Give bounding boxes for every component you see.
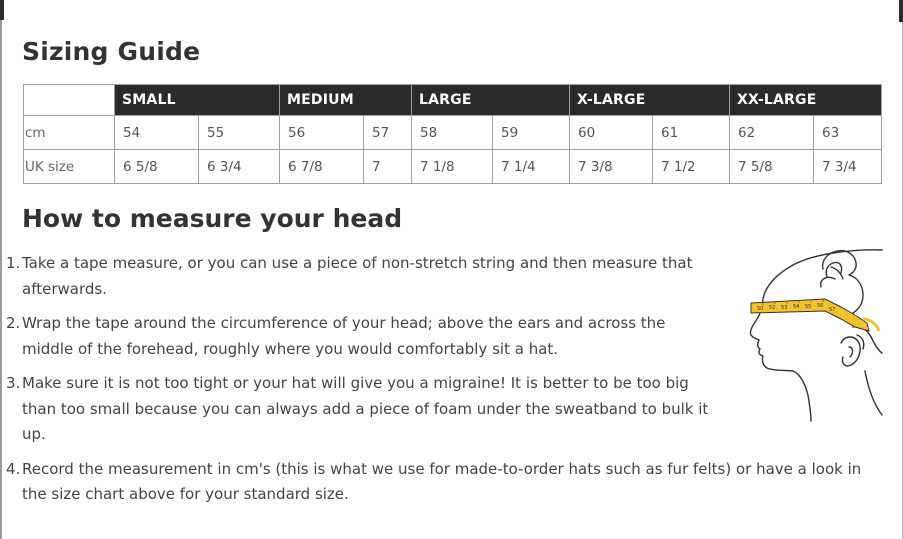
size-header-large: LARGE	[412, 85, 570, 116]
step-text: Make sure it is not too tight or your hat will give you a migraine! It is better to be too big than too small because you can always add a piece of foam under the sweatband to bulk it up.	[22, 374, 709, 443]
cm-cell: 59	[493, 116, 570, 150]
size-header-x-large: X-LARGE	[570, 85, 730, 116]
uk-size-cell: 7 1/4	[493, 150, 570, 184]
corner-mark-right	[899, 0, 903, 22]
cm-cell: 55	[199, 116, 280, 150]
instruction-step	[0, 371, 712, 448]
tape-number: 53	[781, 305, 788, 311]
table-row-cm	[24, 116, 882, 150]
cm-cell: 58	[412, 116, 493, 150]
uk-size-cell: 7 1/8	[412, 150, 493, 184]
instruction-step	[0, 251, 702, 302]
step-text: Wrap the tape around the circumference of your head; above the ears and across the middle of the forehead, roughly where you would comfortably sit a hat.	[22, 314, 666, 358]
instruction-step	[0, 457, 882, 508]
corner-mark-left	[0, 0, 4, 20]
cm-cell: 56	[280, 116, 364, 150]
head-outline	[750, 250, 882, 421]
cm-cell: 57	[364, 116, 412, 150]
tape-number: 54	[793, 304, 800, 310]
size-header-small: SMALL	[115, 85, 280, 116]
uk-size-cell: 7 3/8	[570, 150, 653, 184]
step-number: 4.	[6, 459, 21, 478]
cm-cell: 63	[814, 116, 882, 150]
uk-size-cell: 6 7/8	[280, 150, 364, 184]
uk-size-cell: 7	[364, 150, 412, 184]
step-number: 2.	[6, 314, 21, 332]
cm-cell: 61	[653, 116, 730, 150]
step-number: 3.	[6, 374, 21, 392]
size-header-xx-large: XX-LARGE	[730, 85, 882, 116]
section-title-how-to-measure: How to measure your head	[22, 204, 403, 233]
uk-size-cell: 6 3/4	[199, 150, 280, 184]
table-row-uk-size	[24, 150, 882, 184]
tape-number: 56	[817, 303, 824, 309]
instruction-step	[0, 311, 712, 362]
page-title: Sizing Guide	[22, 37, 201, 66]
step-number: 1.	[6, 254, 21, 272]
tape-number: 50	[757, 306, 764, 312]
row-label-uk-size: UK size	[24, 150, 115, 184]
ear-outline	[841, 337, 860, 366]
size-header-row	[24, 85, 882, 116]
uk-size-cell: 7 1/2	[653, 150, 730, 184]
cm-cell: 62	[730, 116, 814, 150]
tape-number: 52	[769, 305, 776, 311]
uk-size-cell: 7 5/8	[730, 150, 814, 184]
row-label-cm: cm	[24, 116, 115, 150]
cm-cell: 54	[115, 116, 199, 150]
tape-number: 55	[805, 304, 812, 310]
table-corner-cell	[24, 85, 115, 116]
uk-size-cell: 6 5/8	[115, 150, 199, 184]
tape-number: 57	[829, 307, 836, 313]
step-text: Take a tape measure, or you can use a piece of non-stretch string and then measure that afterwards.	[22, 254, 693, 298]
step-text: Record the measurement in cm's (this is what we use for made-to-order hats such as fur felts) or have a look in the size chart above for your standard size.	[22, 459, 862, 503]
uk-size-cell: 7 3/4	[814, 150, 882, 184]
head-measurement-illustration	[745, 247, 885, 422]
size-table	[23, 84, 882, 184]
size-header-medium: MEDIUM	[280, 85, 412, 116]
cm-cell: 60	[570, 116, 653, 150]
